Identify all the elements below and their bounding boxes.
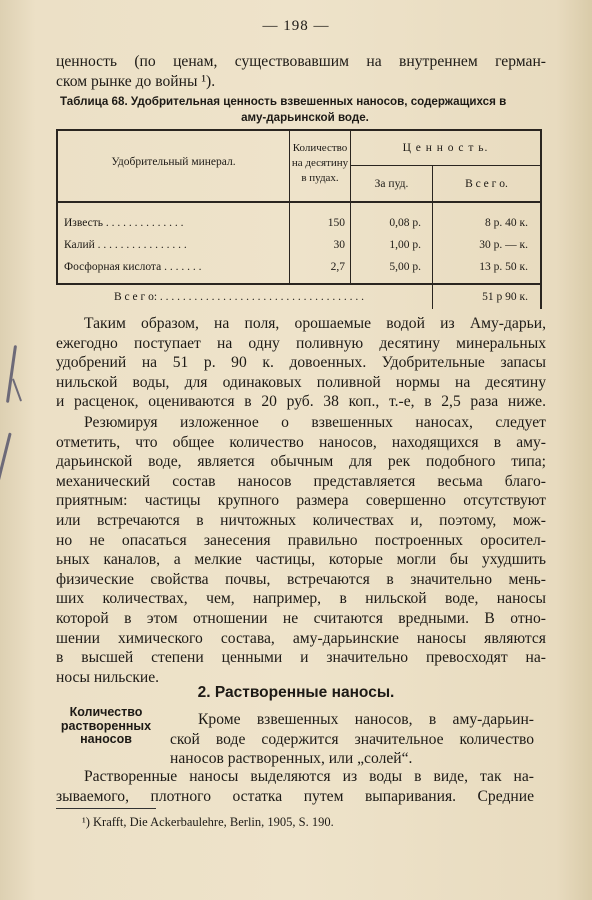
text-line: Кроме взвешенных наносов, в аму-дарьин- bbox=[198, 711, 534, 728]
footnote-rule bbox=[56, 808, 156, 809]
pencil-mark bbox=[12, 378, 22, 401]
cell-mineral: Калий . . . . . . . . . . . . . . . . bbox=[64, 239, 187, 251]
text-line: Таким образом, на поля, орошаемые водой из Аму-дарьи, bbox=[84, 315, 546, 332]
text-line: ежегодно поступает на одну поливную десятину минеральных bbox=[56, 334, 546, 352]
cell-total: 30 р. — к. bbox=[479, 239, 528, 251]
paragraph-1 bbox=[56, 314, 546, 412]
text-line: механический состав наносов представляется весьма благо- bbox=[56, 472, 546, 490]
cell-per-pud: 1,00 р. bbox=[389, 239, 421, 251]
header-total: В с е г о. bbox=[465, 178, 508, 190]
text-line: нильской воды, для одинаковых поливной нормы на десятину bbox=[56, 373, 546, 391]
text-line: ском рынке до войны ¹). bbox=[56, 72, 216, 90]
pencil-mark bbox=[6, 345, 17, 403]
paragraph-2 bbox=[56, 413, 546, 687]
intro-paragraph bbox=[56, 52, 546, 91]
text-line: ших количествах, чем, например, в нильской воде, наносы bbox=[56, 590, 546, 608]
pencil-mark bbox=[0, 432, 12, 487]
cell-per-pud: 5,00 р. bbox=[389, 261, 421, 273]
cell-qty: 150 bbox=[327, 217, 345, 229]
fertilizer-value-table bbox=[56, 129, 542, 309]
text-line: в высшей степени ценными и значительно превосходят на- bbox=[56, 649, 546, 667]
text-line: или встречаются в ничтожных количествах и, поэтому, мож- bbox=[56, 511, 546, 529]
text-line: ценность (по ценам, существовавшим на внутреннем герман- bbox=[56, 53, 546, 70]
cell-mineral: Известь . . . . . . . . . . . . . . bbox=[64, 217, 184, 229]
sum-label: В с е г о: . . . . . . . . . . . . . . . . . . . . . . . . . . . . . . . . . . . . bbox=[114, 291, 365, 303]
text-line: и расценок, оцениваются в 20 руб. 38 коп., т.-е, в 2,5 раза ниже. bbox=[56, 393, 546, 411]
header-value: Ц е н н о с т ь. bbox=[402, 142, 489, 154]
page-number: — 198 — bbox=[262, 18, 330, 34]
footnote: ¹) Krafft, Die Ackerbaulehre, Berlin, 1905, S. 190. bbox=[82, 815, 334, 829]
paragraph-4 bbox=[56, 767, 534, 806]
paragraph-3 bbox=[170, 710, 534, 769]
cell-per-pud: 0,08 р. bbox=[389, 217, 421, 229]
text-line: ьных каналов, а мелкие частицы, которые могли бы ухудшить bbox=[56, 551, 546, 569]
text-line: которой в этом отношении не считаются вредными. В отно- bbox=[56, 609, 546, 627]
cell-qty: 30 bbox=[333, 239, 345, 251]
text-line: наносов растворенных, или „солей“. bbox=[170, 750, 413, 768]
header-quantity: Количество на десятину в пудах. bbox=[291, 142, 349, 184]
text-line: но не опасаться занесения правильно построенных оросител- bbox=[56, 531, 546, 549]
section-heading: 2. Растворенные наносы. bbox=[197, 684, 395, 701]
text-line: дарьинской воде, является обычным для рек подобного типа; bbox=[56, 453, 546, 471]
text-line: физические свойства почвы, встречаются в значительно мень- bbox=[56, 570, 546, 588]
text-line: зываемого, плотного остатка путем выпаривания. Средние bbox=[56, 787, 534, 805]
cell-total: 13 р. 50 к. bbox=[479, 261, 528, 273]
text-line: Резюмируя изложенное о взвешенных наносах, следует bbox=[84, 414, 546, 431]
text-line: приятным: частицы крупного размера совершенно отсутствуют bbox=[56, 492, 546, 510]
table-caption bbox=[60, 94, 550, 126]
text-line: Растворенные наносы выделяются из воды в виде, так на- bbox=[84, 768, 534, 785]
text-line: ской воде содержится значительное количество bbox=[170, 730, 534, 748]
header-per-pud: За пуд. bbox=[374, 178, 409, 190]
caption-line: Таблица 68. Удобрительная ценность взвешенных наносов, содержащихся в bbox=[60, 95, 507, 108]
text-line: отметить, что общее количество наносов, находящихся в аму- bbox=[56, 433, 546, 451]
text-line: удобрений на 51 р. 90 к. довоенных. Удобрительные запасы bbox=[56, 354, 546, 372]
header-mineral: Удобрительный минерал. bbox=[111, 156, 236, 168]
text-line: шении химического состава, аму-дарьинские наносы являются bbox=[56, 629, 546, 647]
cell-total: 8 р. 40 к. bbox=[485, 217, 528, 229]
text-line: носы нильские. bbox=[56, 668, 160, 686]
caption-line: аму-дарьинской воде. bbox=[241, 111, 369, 124]
sum-value: 51 р 90 к. bbox=[482, 291, 528, 303]
margin-note: Количество растворенных наносов bbox=[60, 705, 152, 746]
cell-mineral: Фосфорная кислота . . . . . . . bbox=[64, 261, 202, 273]
cell-qty: 2,7 bbox=[330, 261, 345, 273]
